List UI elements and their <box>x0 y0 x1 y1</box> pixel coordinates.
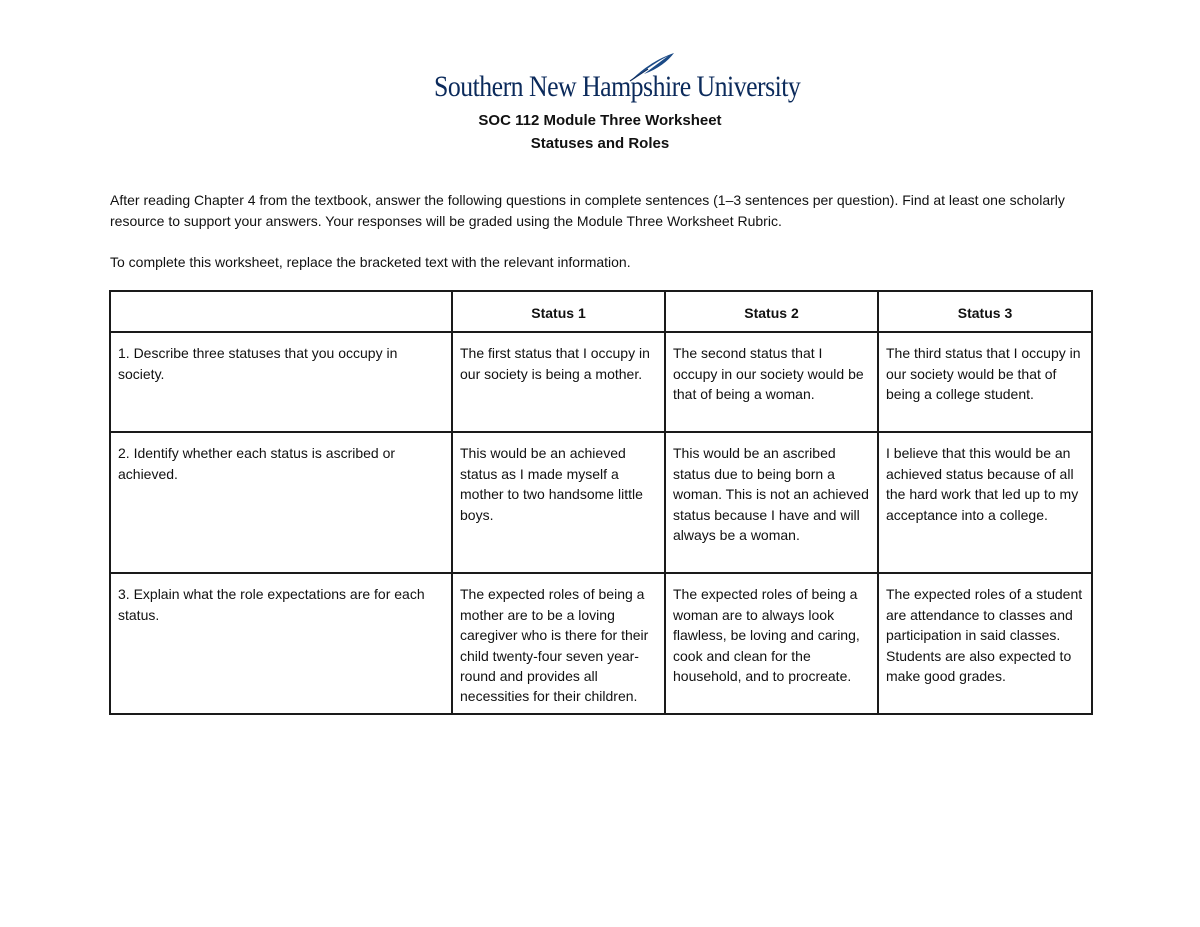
answer-cell: I believe that this would be an achieved status because of all the hard work that led up to my acceptance into a college. <box>878 432 1092 573</box>
answer-cell: This would be an achieved status as I made myself a mother to two handsome little boys. <box>452 432 665 573</box>
answer-cell: This would be an ascribed status due to being born a woman. This is not an achieved status because I have and will always be a woman. <box>665 432 878 573</box>
university-logo <box>430 52 801 104</box>
answer-cell: The expected roles of a student are attendance to classes and participation in said classes. Students are also expected to make good grades. <box>878 573 1092 714</box>
worksheet-subtitle: Statuses and Roles <box>530 135 670 152</box>
status-table <box>109 290 1093 715</box>
table-row <box>110 573 1092 714</box>
table-header-row <box>110 291 1092 332</box>
question-cell: 3. Explain what the role expectations are for each status. <box>110 573 452 714</box>
header-cell-status-1: Status 1 <box>452 291 665 332</box>
answer-cell: The third status that I occupy in our society would be that of being a college student. <box>878 332 1092 432</box>
answer-cell: The expected roles of being a mother are to be a loving caregiver who is there for their child twenty-four seven year-round and provides all necessities for their children. <box>452 573 665 714</box>
answer-cell: The first status that I occupy in our society is being a mother. <box>452 332 665 432</box>
university-name: Southern New Hampshire University <box>434 70 801 103</box>
header-cell-blank <box>110 291 452 332</box>
table-row <box>110 432 1092 573</box>
question-cell: 1. Describe three statuses that you occupy in society. <box>110 332 452 432</box>
header-cell-status-2: Status 2 <box>665 291 878 332</box>
question-cell: 2. Identify whether each status is ascribed or achieved. <box>110 432 452 573</box>
instructions-paragraph: After reading Chapter 4 from the textbook, answer the following questions in complete sentences (1–3 sentences per question). Find at least one scholarly resource to support your answers. Your responses will be graded using the Module Three Worksheet Rubric. <box>110 192 1065 229</box>
answer-cell: The second status that I occupy in our society would be that of being a woman. <box>665 332 878 432</box>
worksheet-title: SOC 112 Module Three Worksheet <box>478 112 722 129</box>
table-row <box>110 332 1092 432</box>
answer-cell: The expected roles of being a woman are to always look flawless, be loving and caring, cook and clean for the household, and to procreate. <box>665 573 878 714</box>
instructions-note: To complete this worksheet, replace the bracketed text with the relevant information. <box>110 254 631 270</box>
header-cell-status-3: Status 3 <box>878 291 1092 332</box>
